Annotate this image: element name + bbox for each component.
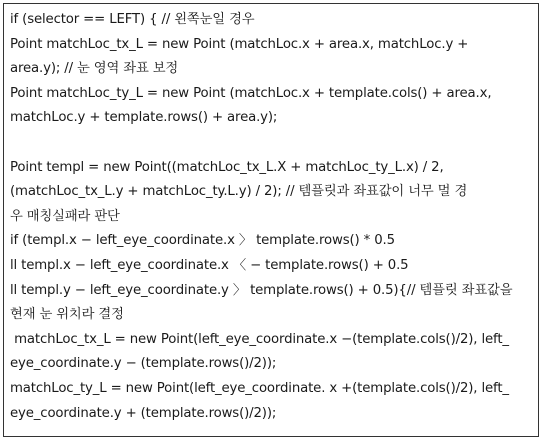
code-line: ll templ.y − left_eye_coordinate.y 〉 template.rows() + 0.5){// 템플릿 좌표값을: [10, 282, 513, 298]
code-line: Point matchLoc_tx_L = new Point (matchLoc.x + area.x, matchLoc.y +: [10, 36, 469, 52]
code-line: eye_coordinate.y + (template.rows()/2));: [10, 405, 277, 421]
code-line: matchLoc_ty_L = new Point(left_eye_coordinate. x +(template.cols()/2), left_: [10, 380, 509, 396]
code-line: if (selector == LEFT) { // 왼쪽눈일 경우: [10, 12, 255, 27]
code-line: Point templ = new Point((matchLoc_tx_L.X + matchLoc_ty_L.x) / 2,: [10, 159, 444, 175]
code-line: area.y); // 눈 영역 좌표 보정: [10, 61, 179, 77]
code-line: (matchLoc_tx_L.y + matchLoc_ty.L.y) / 2); // 템플릿과 좌표값이 너무 멀 경: [10, 184, 468, 200]
code-line: matchLoc_tx_L = new Point(left_eye_coordinate.x −(template.cols()/2), left_: [10, 331, 509, 347]
code-listing: [3, 3, 539, 437]
code-line: eye_coordinate.y − (template.rows()/2));: [10, 356, 277, 372]
code-line: ll templ.x − left_eye_coordinate.x 〈 − template.rows() + 0.5: [10, 257, 409, 273]
code-line: 현재 눈 위치라 결정: [10, 307, 124, 323]
code-line: matchLoc.y + template.rows() + area.y);: [10, 110, 278, 126]
code-line-blank: [10, 131, 532, 156]
code-line: Point matchLoc_ty_L = new Point (matchLoc.x + template.cols() + area.x,: [10, 85, 492, 101]
code-line: if (templ.x − left_eye_coordinate.x 〉 template.rows() * 0.5: [10, 233, 395, 249]
code-line: 우 매칭실패라 판단: [10, 208, 120, 224]
